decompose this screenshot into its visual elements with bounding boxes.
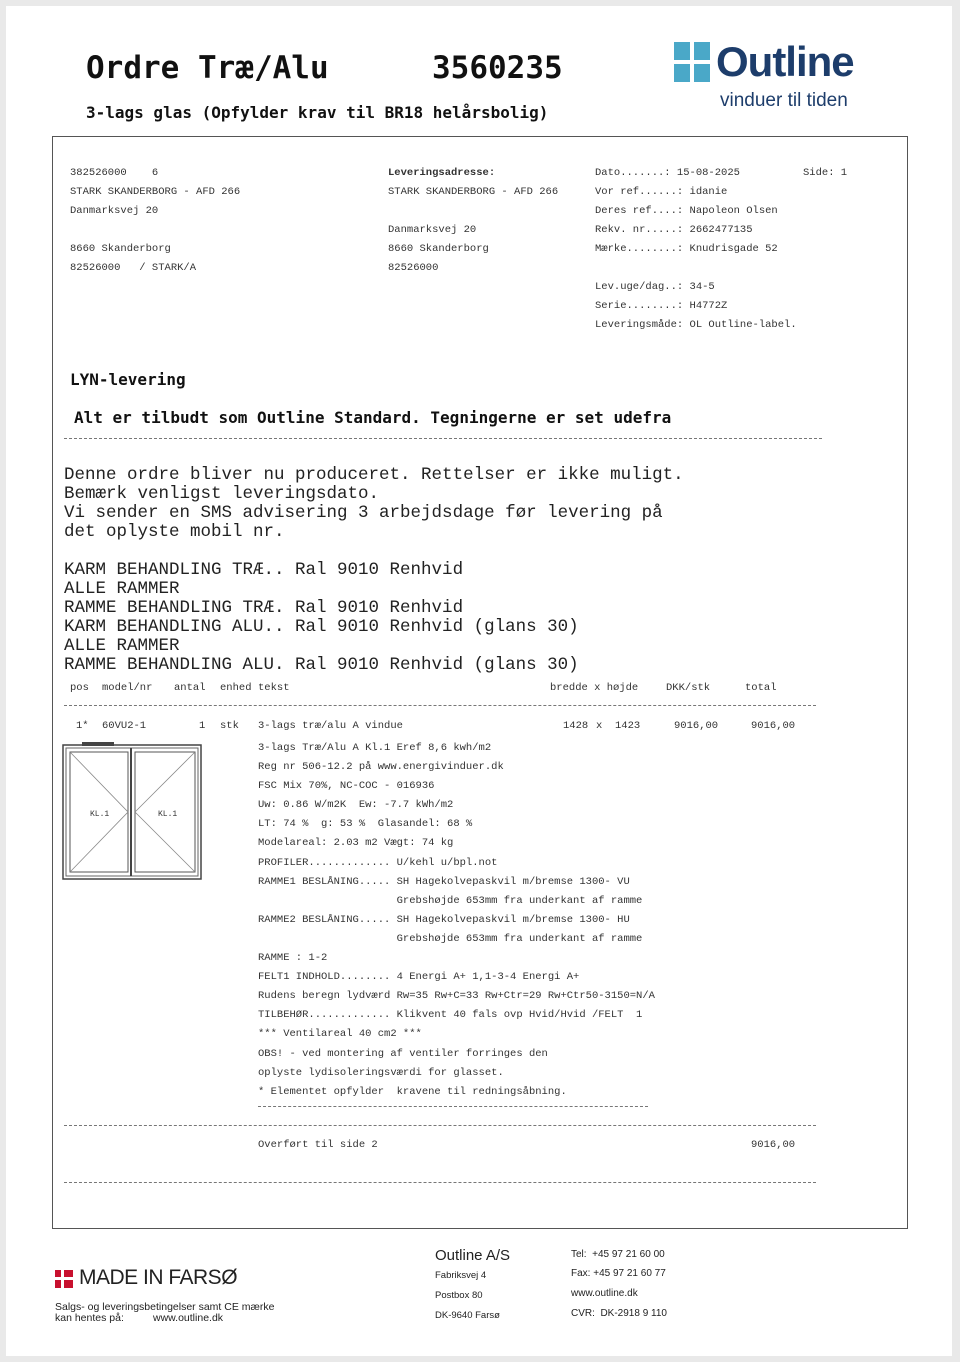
msg-line-4: det oplyste mobil nr. xyxy=(64,522,285,542)
detail-line: Rudens beregn lydværd Rw=35 Rw+C=33 Rw+Ctr=29 Rw+Ctr50-3150=N/A xyxy=(258,990,655,1003)
treatment-line-6: RAMME BEHANDLING ALU. Ral 9010 Renhvid (glans 30) xyxy=(64,655,579,675)
window-drawing xyxy=(62,740,204,882)
delivery-label: Leveringsadresse: xyxy=(388,167,496,179)
divider xyxy=(64,705,816,706)
detail-line: OBS! - ved montering af ventiler forringes den xyxy=(258,1047,548,1060)
col-header-price: DKK/stk xyxy=(666,682,711,694)
detail-line: RAMME1 BESLÅNING..... SH Hagekolvepaskvil m/bremse 1300- VU xyxy=(258,875,630,888)
divider xyxy=(64,438,822,439)
info-vor-ref: Vor ref......: idanie xyxy=(595,186,728,198)
company-street: Fabriksvej 4 xyxy=(435,1270,487,1281)
window-label-left: KL.1 xyxy=(90,810,110,819)
outline-logo-icon xyxy=(674,42,710,82)
order-subtitle: 3-lags glas (Opfylder krav til BR18 helårsbolig) xyxy=(86,103,549,122)
company-web: www.outline.dk xyxy=(571,1288,638,1299)
row-model: 60VU2-1 xyxy=(102,720,147,732)
col-header-antal: antal xyxy=(174,682,206,694)
row-x: x xyxy=(596,720,603,732)
row-details xyxy=(258,739,655,1102)
customer-line-4: 8660 Skanderborg xyxy=(70,243,171,255)
company-fax: Fax: +45 97 21 60 77 xyxy=(571,1268,666,1279)
detail-line: 3-lags Træ/Alu A Kl.1 Eref 8,6 kwh/m2 xyxy=(258,742,492,754)
info-maerke: Mærke........: Knudrisgade 52 xyxy=(595,243,778,255)
standard-note: Alt er tilbudt som Outline Standard. Tegningerne er set udefra xyxy=(74,408,672,427)
company-name: Outline A/S xyxy=(435,1247,511,1264)
col-header-enhed: enhed xyxy=(220,682,252,694)
detail-line: Uw: 0.86 W/m2K Ew: -7.7 kWh/m2 xyxy=(258,799,454,812)
info-side: Side: 1 xyxy=(803,167,848,179)
customer-line-5: 82526000 / STARK/A xyxy=(70,262,197,274)
detail-line: FELT1 INDHOLD........ 4 Energi A+ 1,1-3-4 Energi A+ xyxy=(258,971,580,984)
detail-line: oplyste lydisoleringsværdi for glasset. xyxy=(258,1066,504,1079)
detail-line: Reg nr 506-12.2 på www.energivinduer.dk xyxy=(258,761,504,774)
delivery-line-3: 8660 Skanderborg xyxy=(388,243,489,255)
delivery-line-2: Danmarksvej 20 xyxy=(388,224,477,236)
outline-logo-text: Outline xyxy=(716,38,854,85)
divider xyxy=(258,1106,648,1107)
info-lev-uge: Lev.uge/dag..: 34-5 xyxy=(595,281,715,293)
detail-line: RAMME2 BESLÅNING..... SH Hagekolvepaskvil m/bremse 1300- HU xyxy=(258,913,630,926)
row-antal: 1 xyxy=(199,720,206,732)
customer-line-3: Danmarksvej 20 xyxy=(70,205,159,217)
row-pos: 1* xyxy=(76,720,89,732)
transfer-label: Overført til side 2 xyxy=(258,1139,378,1151)
terms-url: www.outline.dk xyxy=(153,1312,224,1324)
made-in-farso: MADE IN FARSØ xyxy=(79,1266,238,1289)
order-number: 3560235 xyxy=(432,50,563,86)
divider xyxy=(64,1125,816,1126)
col-header-model: model/nr xyxy=(102,682,153,694)
delivery-line-1: STARK SKANDERBORG - AFD 266 xyxy=(388,186,559,198)
outline-logo-tagline: vinduer til tiden xyxy=(720,90,848,111)
treatment-line-2: ALLE RAMMER xyxy=(64,579,180,599)
col-header-tekst: tekst xyxy=(258,682,290,694)
detail-line: * Elementet opfylder kravene til redningsåbning. xyxy=(258,1085,567,1098)
msg-line-1: Denne ordre bliver nu produceret. Rettelser er ikke muligt. xyxy=(64,465,684,485)
window-label-right: KL.1 xyxy=(158,810,178,819)
detail-line: TILBEHØR............. Klikvent 40 fals ovp Hvid/Hvid /FELT 1 xyxy=(258,1009,643,1022)
row-total: 9016,00 xyxy=(751,720,796,732)
treatment-line-5: ALLE RAMMER xyxy=(64,636,180,656)
row-width: 1428 xyxy=(563,720,589,732)
customer-line-2: STARK SKANDERBORG - AFD 266 xyxy=(70,186,241,198)
msg-line-3: Vi sender en SMS advisering 3 arbejdsdage før levering på xyxy=(64,503,663,523)
info-leveringsmaade: Leveringsmåde: OL Outline-label. xyxy=(595,319,797,331)
danish-flag-icon xyxy=(55,1270,73,1288)
divider xyxy=(64,1182,816,1183)
company-postbox: Postbox 80 xyxy=(435,1290,483,1301)
delivery-line-4: 82526000 xyxy=(388,262,439,274)
row-price: 9016,00 xyxy=(674,720,719,732)
treatment-line-1: KARM BEHANDLING TRÆ.. Ral 9010 Renhvid xyxy=(64,560,464,580)
detail-line: RAMME : 1-2 xyxy=(258,952,328,965)
detail-line: *** Ventilareal 40 cm2 *** xyxy=(258,1028,422,1041)
order-title: Ordre Træ/Alu xyxy=(86,50,329,86)
company-cvr: CVR: DK-2918 9 110 xyxy=(571,1308,667,1319)
customer-line-1: 382526000 6 xyxy=(70,167,159,179)
info-dato: Dato.......: 15-08-2025 xyxy=(595,167,740,179)
col-header-dimensions: bredde x højde xyxy=(550,682,639,694)
terms-line-1: Salgs- og leveringsbetingelser samt CE mærke xyxy=(55,1301,275,1313)
row-height: 1423 xyxy=(615,720,641,732)
terms-line-2: kan hentes på: xyxy=(55,1312,124,1324)
info-rekv: Rekv. nr.....: 2662477135 xyxy=(595,224,753,236)
detail-line: FSC Mix 70%, NC-COC - 016936 xyxy=(258,780,435,793)
row-tekst: 3-lags træ/alu A vindue xyxy=(258,720,403,732)
transfer-total: 9016,00 xyxy=(751,1139,796,1151)
detail-line: Modelareal: 2.03 m2 Vægt: 74 kg xyxy=(258,837,454,850)
detail-line: Grebshøjde 653mm fra underkant af ramme xyxy=(258,894,643,907)
treatment-line-4: KARM BEHANDLING ALU.. Ral 9010 Renhvid (glans 30) xyxy=(64,617,579,637)
detail-line: LT: 74 % g: 53 % Glasandel: 68 % xyxy=(258,818,473,831)
company-city: DK-9640 Farsø xyxy=(435,1310,500,1321)
detail-line: Grebshøjde 653mm fra underkant af ramme xyxy=(258,932,643,945)
row-enhed: stk xyxy=(220,720,239,732)
treatment-line-3: RAMME BEHANDLING TRÆ. Ral 9010 Renhvid xyxy=(64,598,464,618)
info-serie: Serie........: H4772Z xyxy=(595,300,728,312)
company-tel: Tel: +45 97 21 60 00 xyxy=(571,1249,665,1260)
col-header-pos: pos xyxy=(70,682,89,694)
detail-line: PROFILER............. U/kehl u/bpl.not xyxy=(258,856,498,869)
msg-line-2: Bemærk venligst leveringsdato. xyxy=(64,484,380,504)
info-deres-ref: Deres ref....: Napoleon Olsen xyxy=(595,205,778,217)
col-header-total: total xyxy=(745,682,777,694)
lyn-levering: LYN-levering xyxy=(70,370,186,389)
